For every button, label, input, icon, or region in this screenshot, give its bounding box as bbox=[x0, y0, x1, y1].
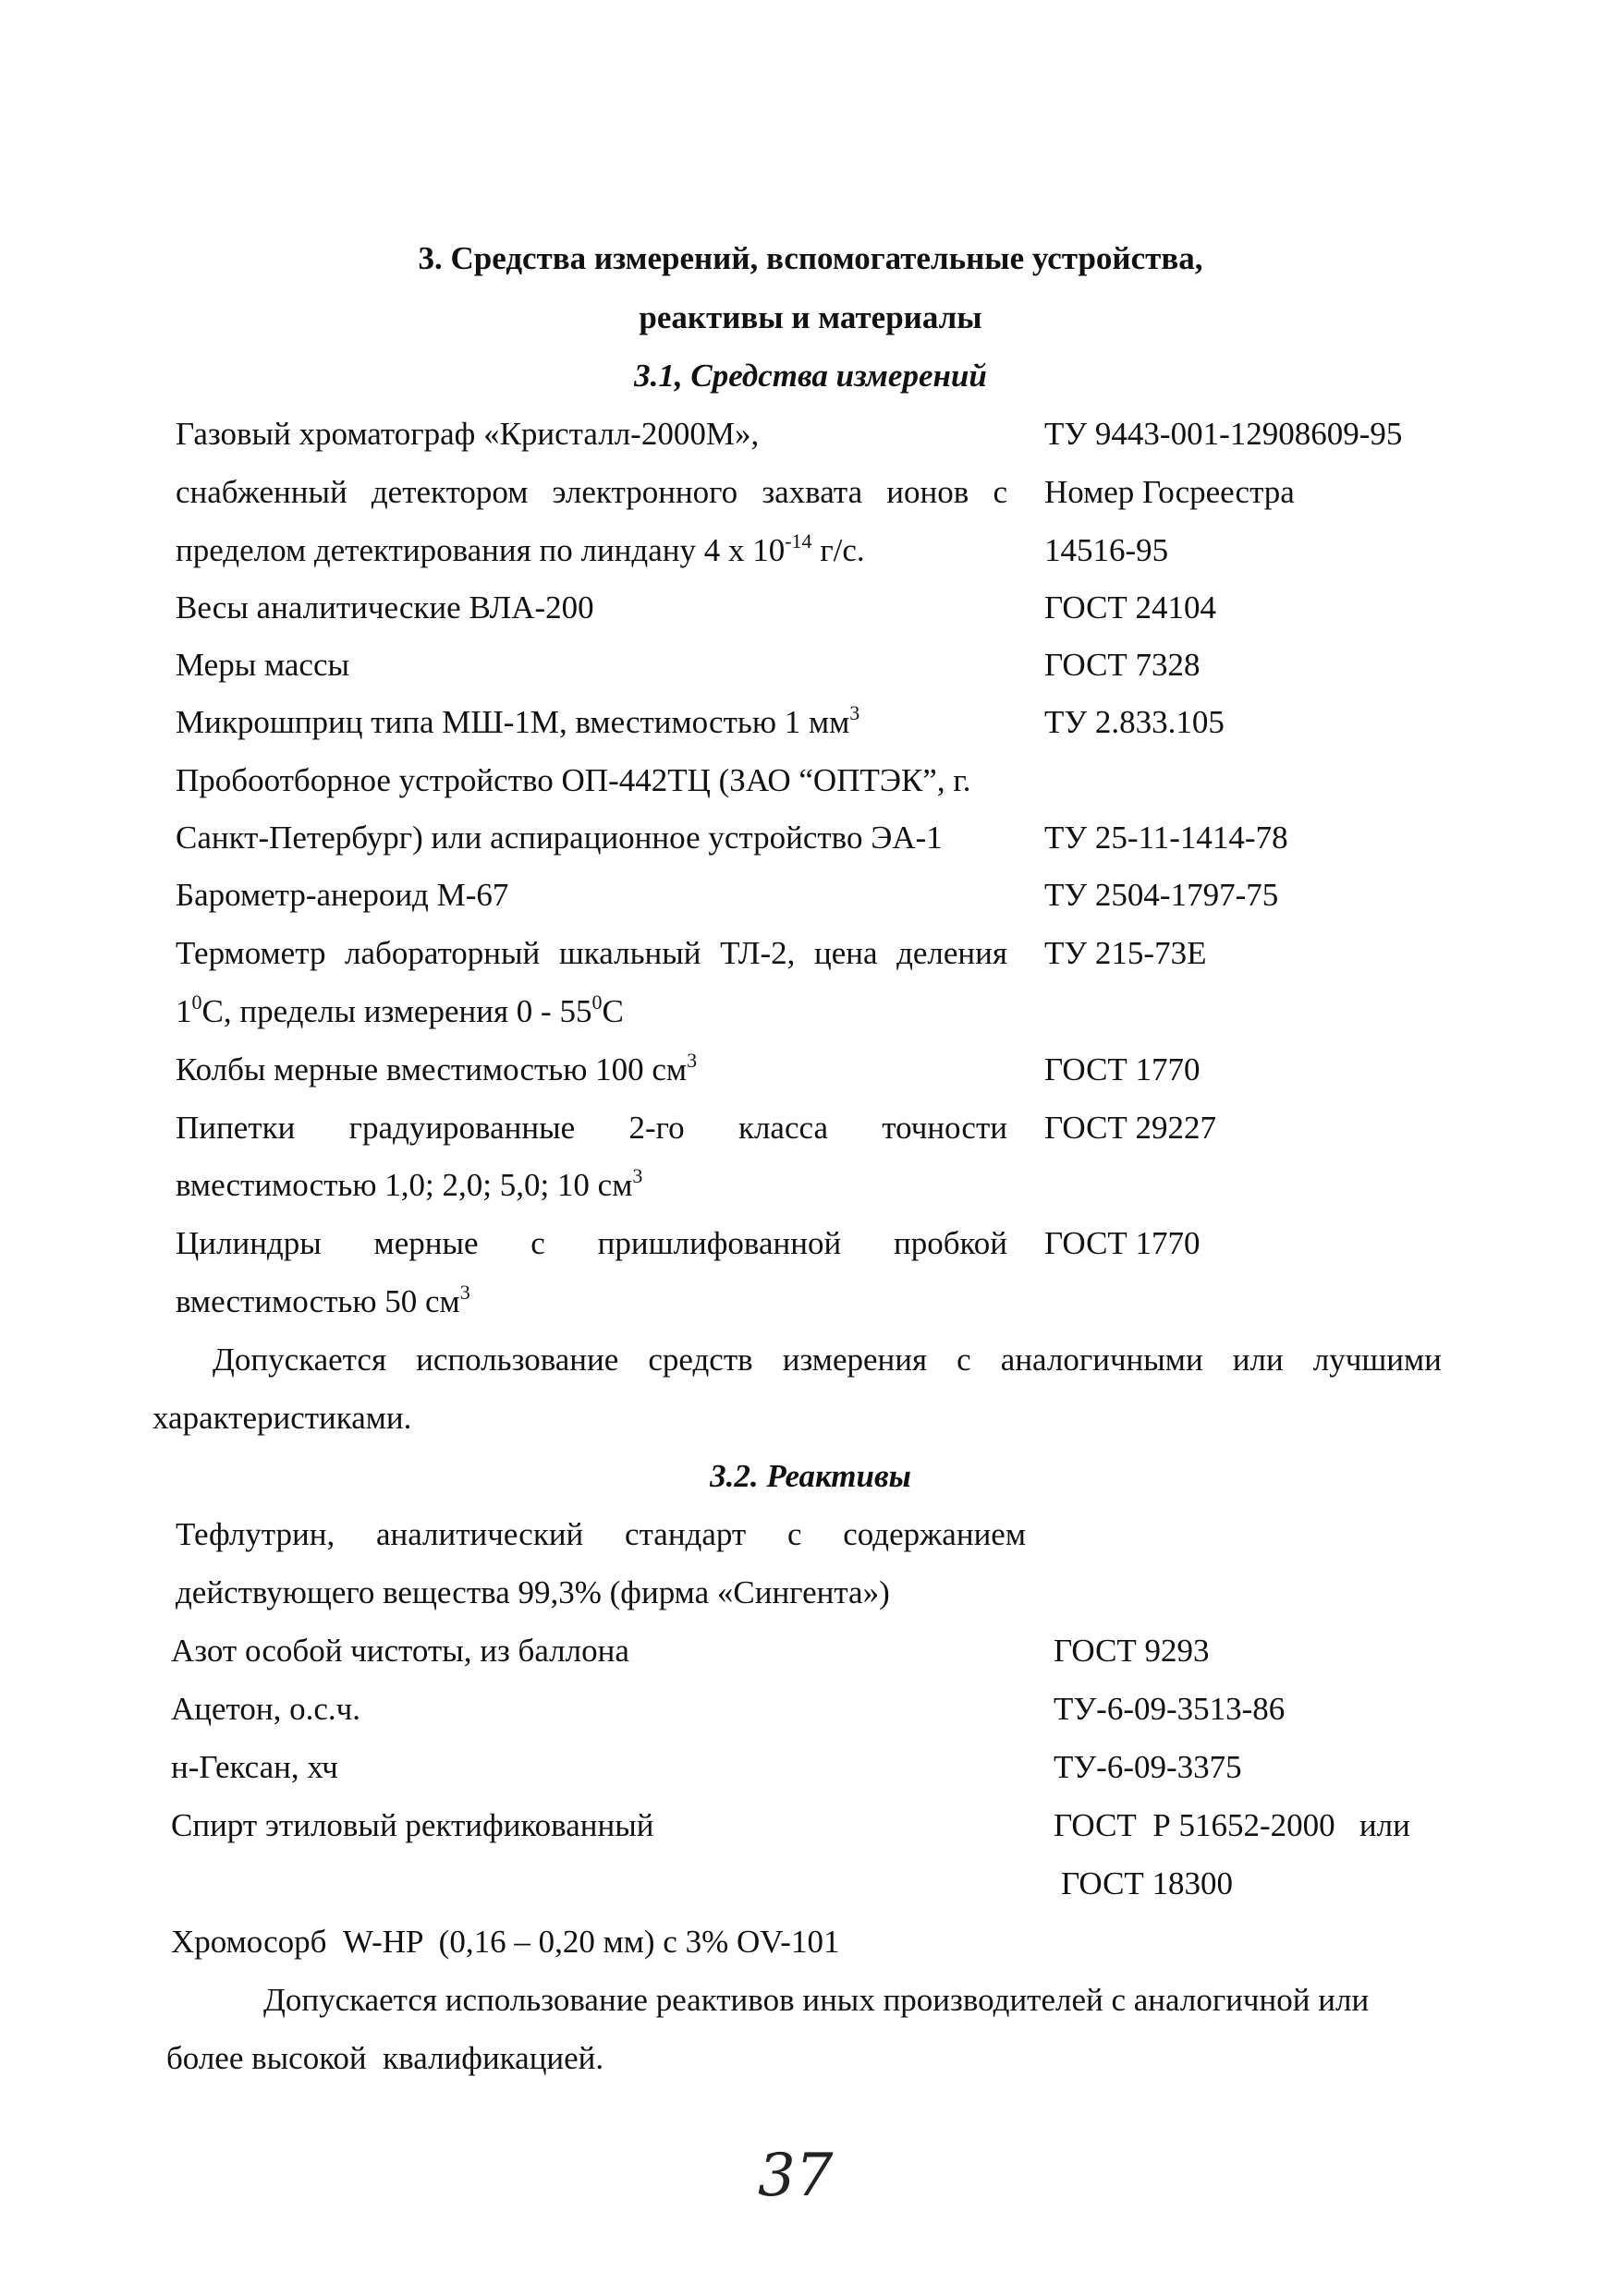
flask-name: Колбы мерные вместимостью 100 см bbox=[176, 1051, 688, 1087]
balance-name: Весы аналитические ВЛА-200 bbox=[176, 589, 594, 626]
ethanol-spec-alt: ГОСТ 18300 bbox=[1061, 1865, 1234, 1901]
word: или bbox=[1232, 1342, 1284, 1378]
word: класса bbox=[737, 1110, 828, 1146]
ethanol-spec: ГОСТ Р 51652-2000 или bbox=[1054, 1807, 1410, 1843]
syringe-name: Микрошприц типа МШ-1М, вместимостью 1 мм bbox=[176, 704, 850, 740]
acetone-name: Ацетон, о.с.ч. bbox=[171, 1691, 360, 1727]
subsection-title-reagents: 3.2. Реактивы bbox=[710, 1458, 911, 1494]
weights-name: Меры массы bbox=[176, 647, 349, 683]
chromosorb: Хромосорб W-HP (0,16 – 0,20 мм) с 3% OV-101 bbox=[171, 1924, 840, 1960]
flask-line bbox=[176, 1050, 697, 1090]
word: пришлифованной bbox=[597, 1225, 842, 1261]
pipette-volume: вместимостью 1,0; 2,0; 5,0; 10 см bbox=[176, 1167, 633, 1203]
tefluthrin-line2: действующего вещества 99,3% (фирма «Сингента») bbox=[176, 1574, 890, 1610]
word: аналитический bbox=[375, 1516, 584, 1552]
barometer-spec: ТУ 2504-1797-75 bbox=[1044, 877, 1279, 913]
section-title-line1: 3. Средства измерений, вспомогательные устройства, bbox=[418, 240, 1203, 276]
gc-name: Газовый хроматограф «Кристалл-2000М», bbox=[176, 416, 760, 452]
sampler-spec: ТУ 25-11-1414-78 bbox=[1044, 820, 1288, 856]
word: детектором bbox=[371, 474, 529, 510]
word: ионов bbox=[886, 474, 969, 510]
word: снабженный bbox=[176, 474, 347, 510]
note2-text: Допускается использование реактивов иных производителей с аналогичной или bbox=[263, 1982, 1370, 2018]
syringe-line bbox=[176, 702, 859, 743]
sampler-line1: Пробоотборное устройство ОП-442ТЦ (ЗАО “ОПТЭК”, г. bbox=[176, 762, 971, 798]
gc-spec: ТУ 9443-001-12908609-95 bbox=[1044, 416, 1403, 452]
word: с bbox=[786, 1516, 802, 1552]
thermometer-range bbox=[176, 991, 624, 1032]
nitrogen-spec: ГОСТ 9293 bbox=[1054, 1633, 1210, 1669]
acetone-spec: ТУ-6-09-3513-86 bbox=[1054, 1691, 1286, 1727]
sampler-line2: Санкт-Петербург) или аспирационное устройство ЭА-1 bbox=[176, 820, 943, 856]
note1-line1 bbox=[213, 1340, 1442, 1380]
word: Допускается bbox=[213, 1342, 387, 1378]
word: шкальный bbox=[558, 935, 701, 971]
gc-limit-text: пределом детектирования по линдану 4 х 10 bbox=[176, 532, 786, 568]
hexane-spec: ТУ-6-09-3375 bbox=[1054, 1749, 1242, 1785]
cylinder-line bbox=[176, 1223, 1007, 1264]
thermo-part-a: 1 bbox=[176, 993, 192, 1029]
gc-limit-unit: г/с. bbox=[811, 532, 865, 568]
barometer-name: Барометр-анероид М-67 bbox=[176, 877, 509, 913]
word: ТЛ-2, bbox=[720, 935, 796, 971]
word: точности bbox=[882, 1110, 1007, 1146]
flask-exponent: 3 bbox=[687, 1049, 698, 1072]
word: средств bbox=[648, 1342, 753, 1378]
syringe-spec: ТУ 2.833.105 bbox=[1044, 704, 1225, 740]
cylinder-volume-line bbox=[176, 1282, 470, 1322]
weights-spec: ГОСТ 7328 bbox=[1044, 647, 1201, 683]
word: аналогичными bbox=[1000, 1342, 1203, 1378]
ethanol-name: Спирт этиловый ректификованный bbox=[171, 1807, 654, 1843]
balance-spec: ГОСТ 24104 bbox=[1044, 589, 1217, 626]
word: Термометр bbox=[176, 935, 326, 971]
gc-reg-number: 14516-95 bbox=[1044, 532, 1169, 568]
pipette-volume-line bbox=[176, 1165, 642, 1206]
word: использование bbox=[416, 1342, 619, 1378]
word: деления bbox=[896, 935, 1007, 971]
gc-limit-exponent: -14 bbox=[785, 529, 812, 553]
word: градуированные bbox=[348, 1110, 576, 1146]
thermometer-spec: ТУ 215-73Е bbox=[1044, 935, 1207, 971]
word: Тефлутрин, bbox=[176, 1516, 335, 1552]
tefluthrin-line bbox=[176, 1514, 1026, 1555]
word: цена bbox=[813, 935, 878, 971]
cylinder-exponent: 3 bbox=[459, 1281, 470, 1304]
word: Пипетки bbox=[176, 1110, 296, 1146]
pipette-line bbox=[176, 1108, 1007, 1148]
thermometer-line bbox=[176, 933, 1007, 974]
thermo-part-b: С, пределы измерения 0 - 55 bbox=[201, 993, 592, 1029]
word: захвата bbox=[762, 474, 863, 510]
cylinder-volume: вместимостью 50 см bbox=[176, 1283, 460, 1319]
word: лабораторный bbox=[345, 935, 541, 971]
word: электронного bbox=[552, 474, 738, 510]
word: 2-го bbox=[628, 1110, 685, 1146]
subsection-title-instruments: 3.1, Средства измерений bbox=[634, 358, 987, 394]
degree-sign: 0 bbox=[591, 990, 603, 1014]
gc-limit-line bbox=[176, 530, 865, 571]
cylinder-spec: ГОСТ 1770 bbox=[1044, 1225, 1201, 1261]
pipette-spec: ГОСТ 29227 bbox=[1044, 1110, 1217, 1146]
hexane-name: н-Гексан, хч bbox=[171, 1749, 338, 1785]
word: с bbox=[957, 1342, 971, 1378]
note2-line1 bbox=[263, 1980, 1428, 2021]
word: содержанием bbox=[843, 1516, 1026, 1552]
degree-sign: 0 bbox=[191, 990, 202, 1014]
flask-spec: ГОСТ 1770 bbox=[1044, 1051, 1201, 1087]
word: с bbox=[530, 1225, 545, 1261]
word: пробкой bbox=[893, 1225, 1007, 1261]
note1-line2: характеристиками. bbox=[152, 1400, 412, 1436]
gc-reg-label: Номер Госреестра bbox=[1044, 474, 1295, 510]
note2-line2: более высокой квалификацией. bbox=[166, 2040, 604, 2076]
word: Цилиндры bbox=[176, 1225, 322, 1261]
thermo-part-c: С bbox=[602, 993, 624, 1029]
nitrogen-name: Азот особой чистоты, из баллона bbox=[171, 1633, 629, 1669]
word: мерные bbox=[373, 1225, 479, 1261]
gc-detector-line bbox=[176, 472, 1007, 513]
section-title-line2: реактивы и материалы bbox=[639, 299, 982, 335]
page-number: 37 bbox=[758, 2142, 834, 2210]
word: измерения bbox=[782, 1342, 928, 1378]
word: лучшими bbox=[1312, 1342, 1442, 1378]
word: с bbox=[993, 474, 1007, 510]
pipette-exponent: 3 bbox=[632, 1164, 643, 1187]
word: стандарт bbox=[625, 1516, 747, 1552]
syringe-exponent: 3 bbox=[849, 701, 860, 724]
